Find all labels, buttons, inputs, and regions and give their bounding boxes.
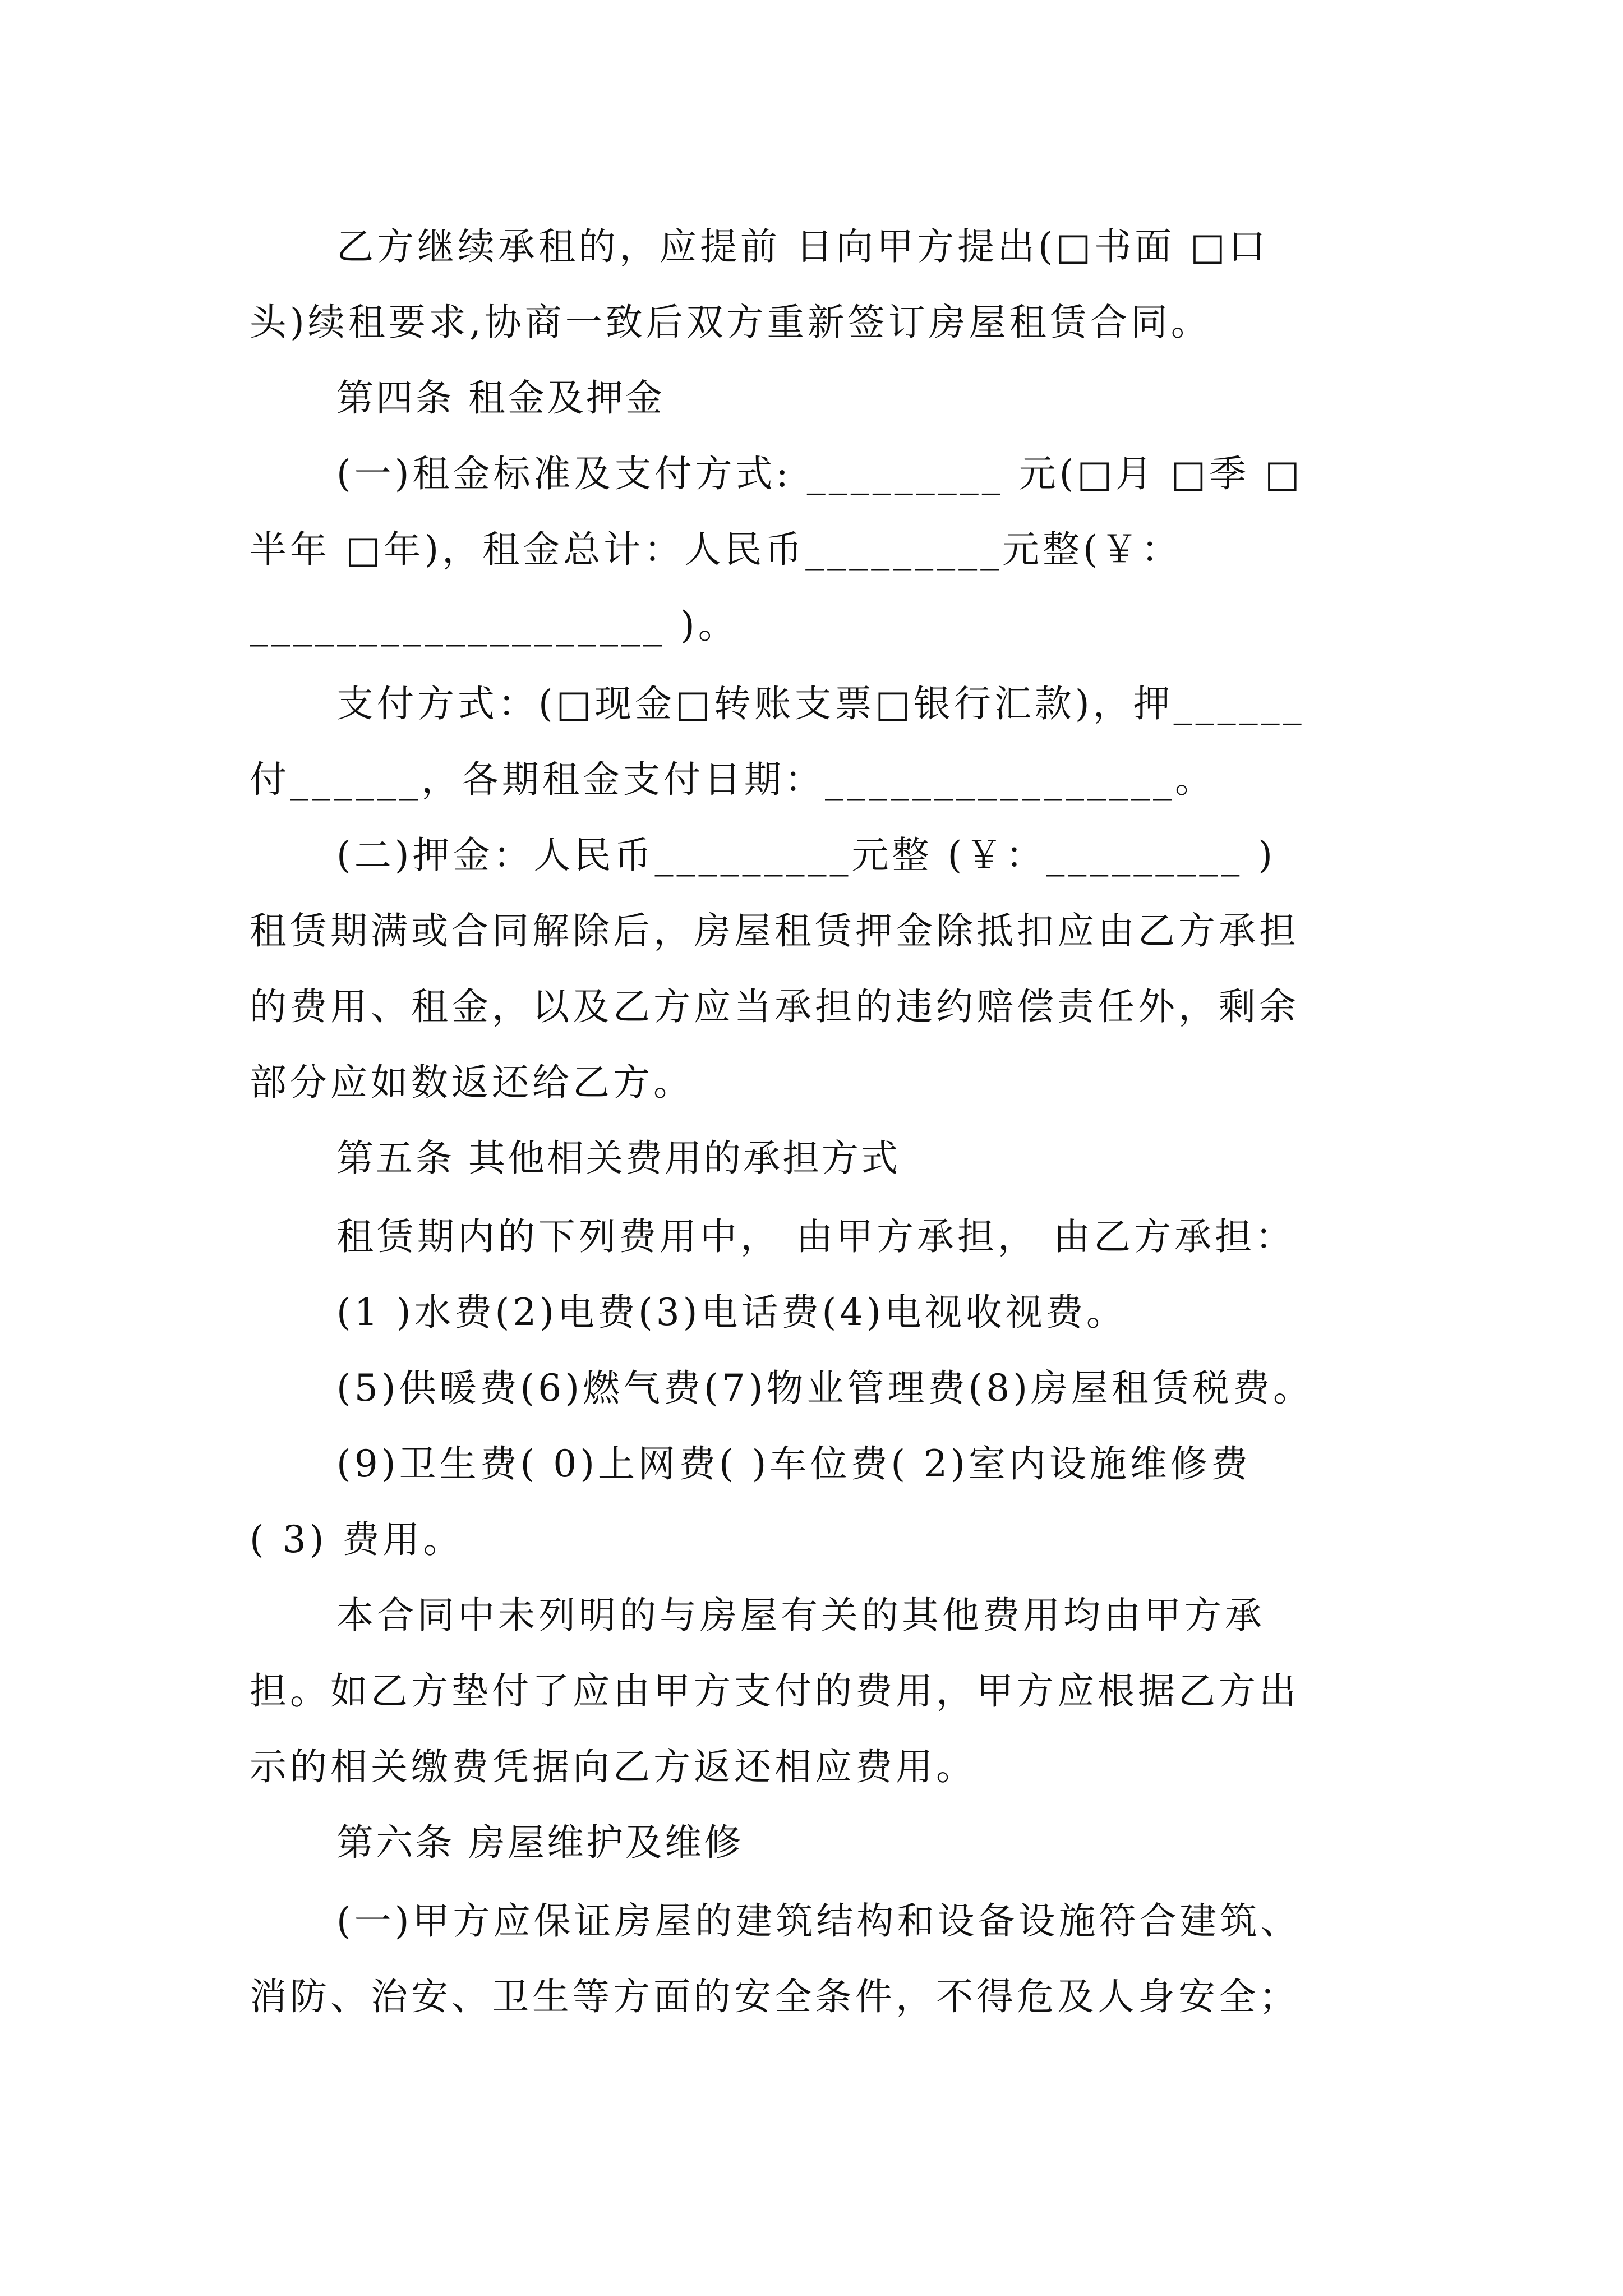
rent-standard-line-3: ___________________ )。 (250, 604, 739, 647)
deposit-line-1: (二)押金：人民币_________元整 (￥：_________ ) (336, 834, 1276, 877)
maintenance-line-1: (一)甲方应保证房屋的建筑结构和设备设施符合建筑、 (336, 1899, 1301, 1943)
deposit-line-4: 部分应如数返还给乙方。 (250, 1061, 694, 1104)
maintenance-line-2: 消防、治安、卫生等方面的安全条件，不得危及人身安全； (250, 1975, 1299, 2018)
rent-standard-line-2: 半年 □年)，租金总计：人民币_________元整(￥： (250, 528, 1182, 571)
article-5-heading: 第五条 其他相关费用的承担方式 (336, 1137, 900, 1180)
article-4-heading: 第四条 租金及押金 (336, 376, 665, 420)
fees-list-line-1: (1 )水费(2)电费(3)电话费(4)电视收视费。 (336, 1291, 1127, 1334)
fees-list-line-4: ( 3) 费用。 (250, 1518, 464, 1561)
payment-method-line-2: 付______，各期租金支付日期：________________。 (250, 758, 1215, 801)
rent-standard-line-1: (一)租金标准及支付方式: _________ 元(□月 □季 □ (336, 452, 1303, 495)
other-fees-line-1: 本合同中未列明的与房屋有关的其他费用均由甲方承 (336, 1594, 1265, 1637)
fees-intro-line: 租赁期内的下列费用中， 由甲方承担， 由乙方承担： (336, 1215, 1295, 1258)
deposit-line-3: 的费用、租金，以及乙方应当承担的违约赔偿责任外，剩余 (250, 985, 1299, 1028)
deposit-line-2: 租赁期满或合同解除后，房屋租赁押金除抵扣应由乙方承担 (250, 909, 1299, 953)
article-6-heading: 第六条 房屋维护及维修 (336, 1821, 743, 1864)
other-fees-line-2: 担。如乙方垫付了应由甲方支付的费用，甲方应根据乙方出 (250, 1669, 1299, 1713)
payment-method-line-1: 支付方式：(□现金□转账支票□银行汇款)，押______ (336, 682, 1305, 725)
paragraph-renewal-line-1: 乙方继续承租的，应提前 日向甲方提出(□书面 □口 (336, 225, 1269, 268)
paragraph-renewal-line-2: 头)续租要求,协商一致后双方重新签订房屋租赁合同。 (250, 301, 1211, 344)
other-fees-line-3: 示的相关缴费凭据向乙方返还相应费用。 (250, 1745, 976, 1788)
fees-list-line-2: (5)供暖费(6)燃气费(7)物业管理费(8)房屋租赁税费。 (336, 1366, 1313, 1410)
fees-list-line-3: (9)卫生费( 0)上网费( )车位费( 2)室内设施维修费 (336, 1442, 1251, 1485)
